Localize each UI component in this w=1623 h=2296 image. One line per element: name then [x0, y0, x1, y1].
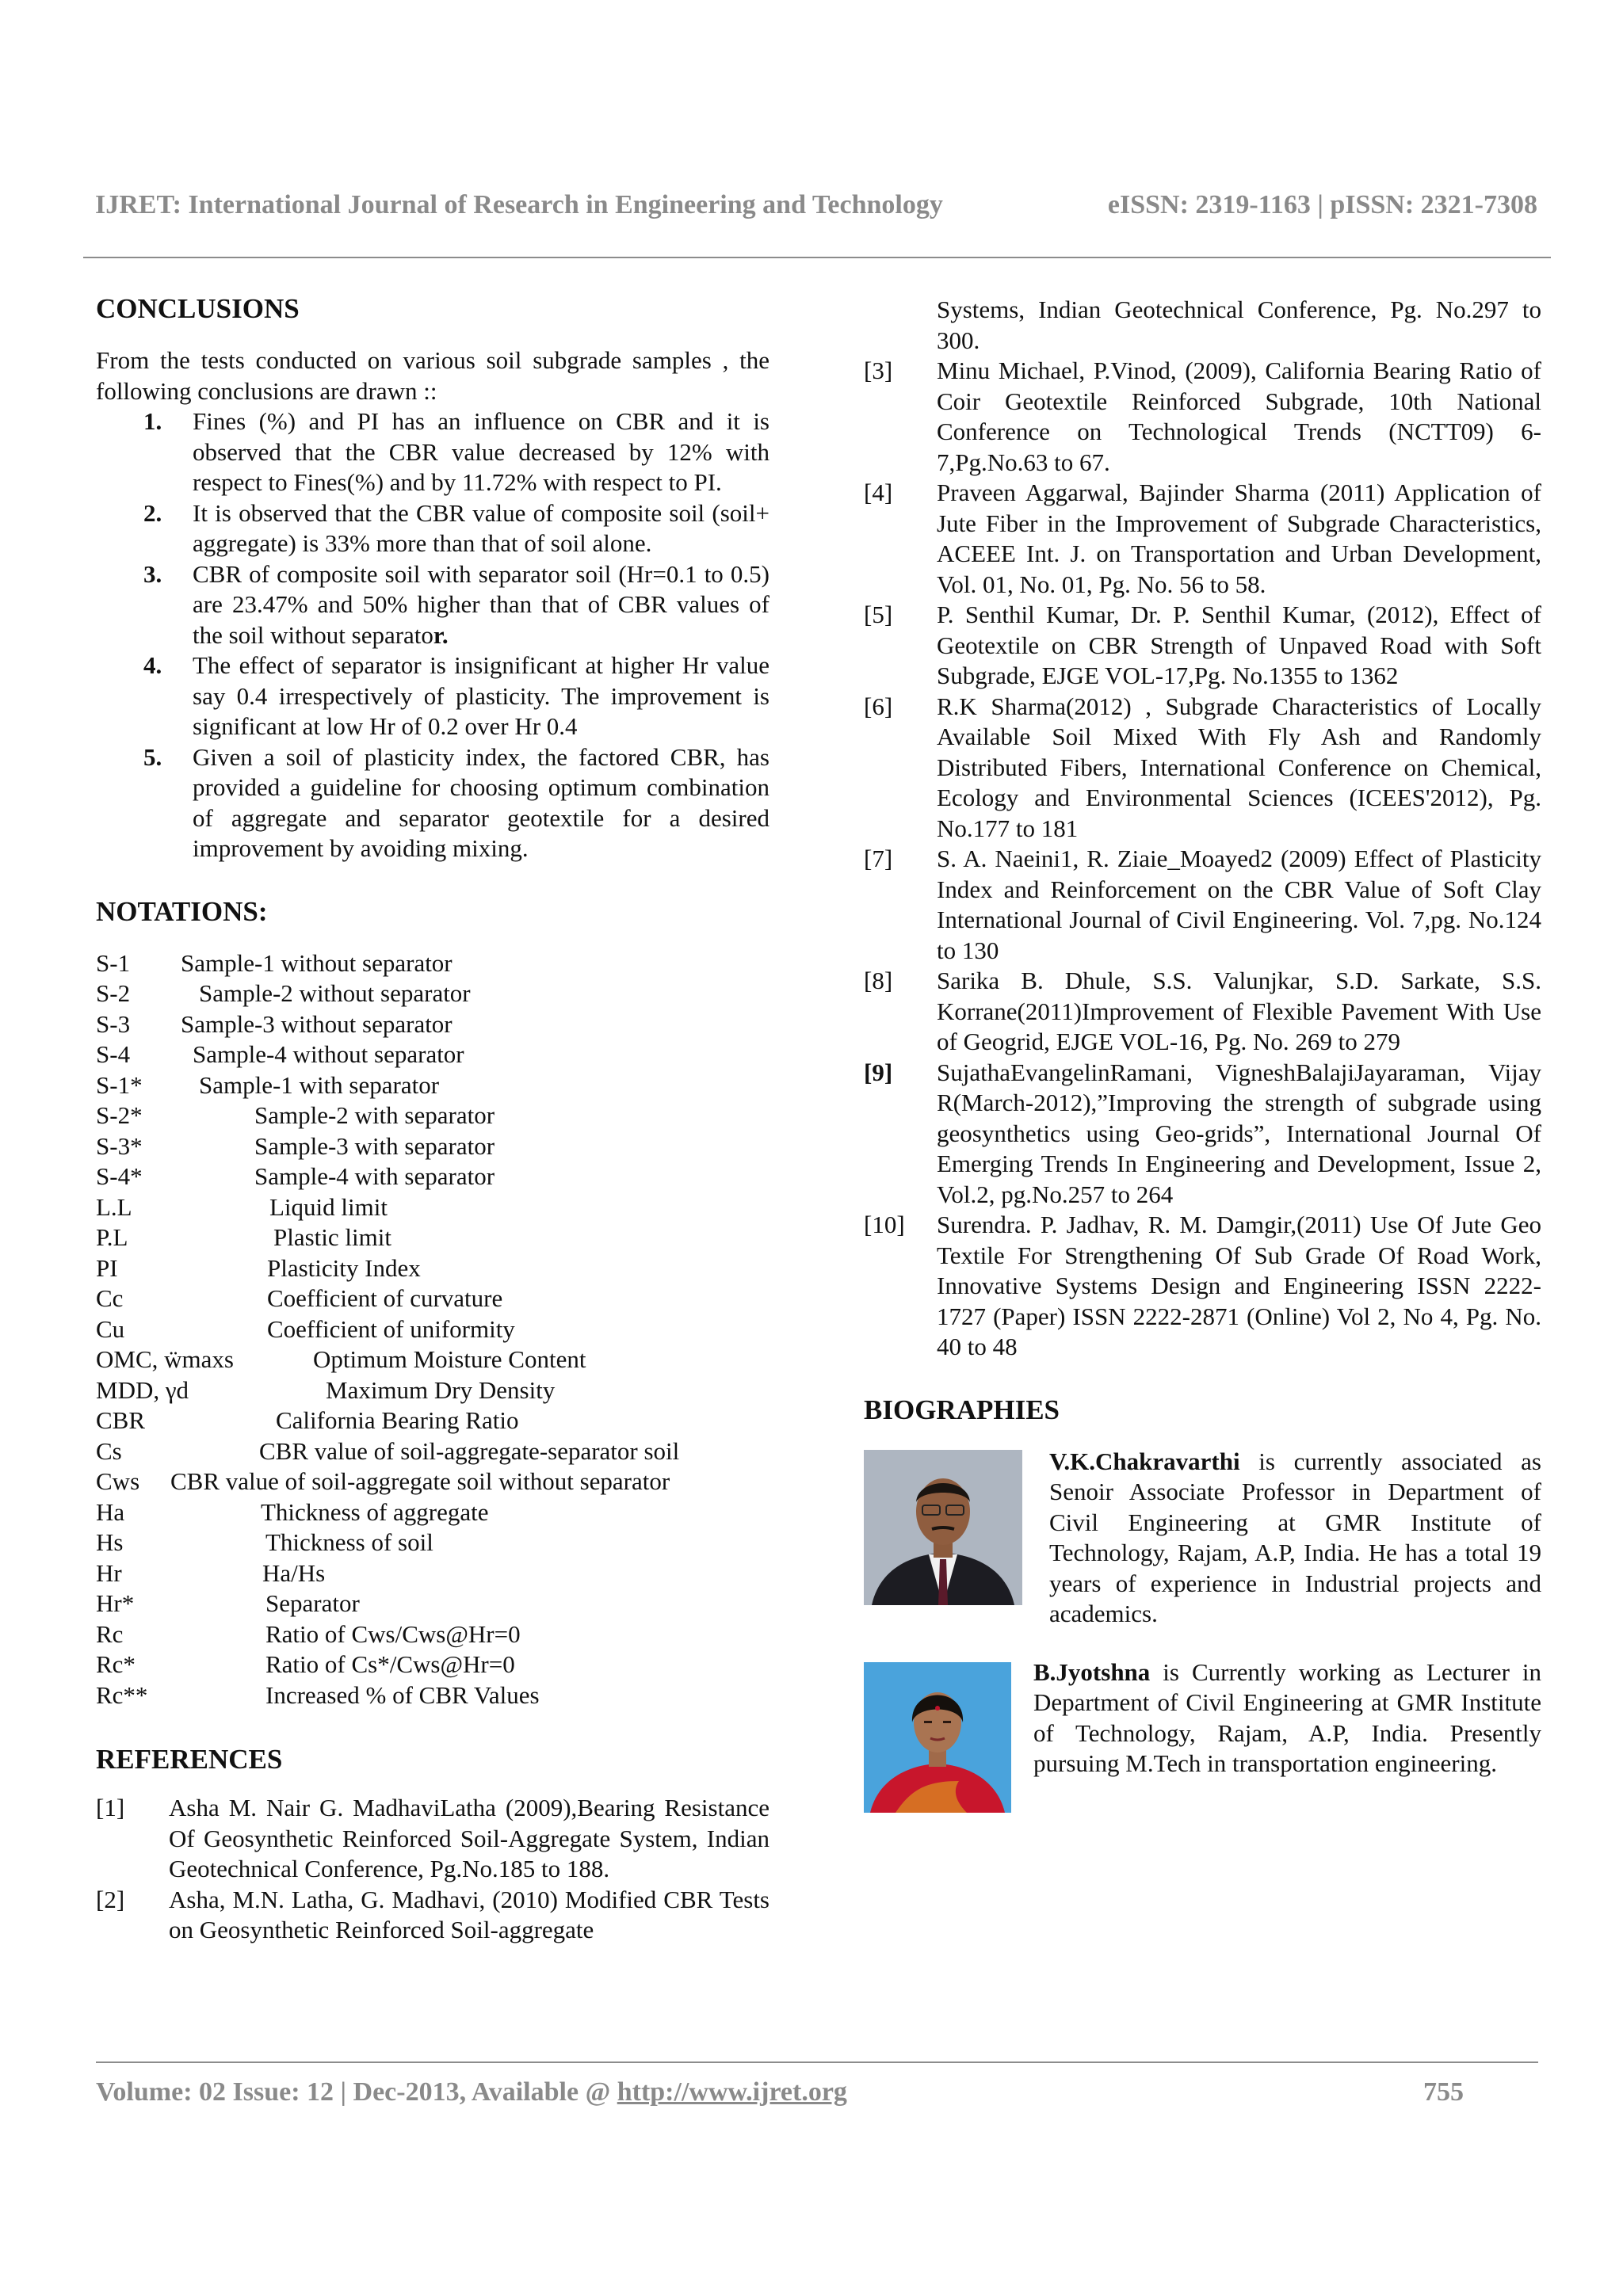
notation-row — [96, 1253, 769, 1284]
issn-text: eISSN: 2319-1163 | pISSN: 2321-7308 — [1107, 190, 1537, 219]
notation-description: Ratio of Cws/Cws@Hr=0 — [265, 1619, 521, 1648]
conclusions-intro: From the tests conducted on various soil subgrade samples , the following conclusions are drawn :: — [96, 346, 769, 405]
reference-item — [864, 692, 1541, 845]
header-rule — [83, 257, 1551, 258]
notation-row — [96, 1161, 769, 1192]
volume-info: Volume: 02 Issue: 12 | Dec-2013, Available @ — [96, 2077, 617, 2107]
reference-item — [864, 1058, 1541, 1211]
reference-text: Asha M. Nair G. MadhaviLatha (2009),Bearing Resistance Of Geosynthetic Reinforced Soil-Aggregate System, Indian Geotechnical Conference, Pg.No.185 to 188. — [169, 1794, 769, 1882]
notation-symbol: Ha — [96, 1497, 125, 1526]
notation-row — [96, 1344, 769, 1375]
conclusion-item — [96, 559, 769, 651]
notation-symbol: CBR — [96, 1406, 146, 1434]
item-number: 2. — [143, 498, 162, 527]
reference-number: [7] — [864, 845, 893, 872]
reference-item — [864, 844, 1541, 966]
notation-symbol: Cc — [96, 1284, 124, 1312]
reference-continuation: Systems, Indian Geotechnical Conference, Pg. No.297 to 300. — [937, 296, 1541, 354]
item-text: Fines (%) and PI has an influence on CBR and it is observed that the CBR value decreased by 12% with respect to Fines(%) and by 11.72% with respect to PI. — [193, 407, 769, 496]
author-photo-chakravarthi — [864, 1450, 1022, 1613]
notation-symbol: S-4* — [96, 1162, 143, 1190]
author-name: B.Jyotshna — [1033, 1657, 1151, 1686]
reference-item — [96, 1793, 769, 1885]
notation-description: Sample-4 without separator — [193, 1040, 464, 1068]
notation-description: Sample-1 with separator — [199, 1070, 440, 1099]
notation-symbol: Hr — [96, 1558, 122, 1587]
notation-row — [96, 1497, 769, 1528]
notation-description: CBR value of soil-aggregate soil without separator — [170, 1467, 670, 1495]
notation-description: Separator — [265, 1589, 360, 1617]
biographies-heading: BIOGRAPHIES — [864, 1394, 1060, 1425]
notation-row — [96, 1100, 769, 1131]
notation-row — [96, 1222, 769, 1253]
reference-item — [864, 1210, 1541, 1363]
notations-list — [96, 948, 769, 1711]
notation-row — [96, 1405, 769, 1436]
notation-symbol: PI — [96, 1253, 118, 1282]
reference-number: [5] — [864, 601, 893, 628]
notation-symbol: S-1* — [96, 1070, 143, 1099]
reference-item — [864, 356, 1541, 478]
notation-symbol: Rc* — [96, 1650, 136, 1678]
notation-description: Optimum Moisture Content — [313, 1345, 586, 1373]
notation-description: Coefficient of curvature — [267, 1284, 503, 1312]
notation-description: CBR value of soil-aggregate-separator soil — [259, 1436, 680, 1465]
notation-row — [96, 1039, 769, 1070]
reference-item — [864, 600, 1541, 692]
item-text: The effect of separator is insignificant at higher Hr value say 0.4 irrespectively of plasticity. The improvement is significant at low Hr of 0.2 over Hr 0.4 — [193, 651, 769, 740]
reference-number: [3] — [864, 357, 893, 384]
notation-description: Plasticity Index — [267, 1253, 421, 1282]
biography-1 — [864, 1447, 1541, 1630]
notation-description: Sample-3 without separator — [181, 1009, 453, 1038]
reference-number: [9] — [864, 1058, 893, 1086]
right-column — [864, 295, 1541, 1816]
reference-item — [864, 478, 1541, 600]
reference-text: Asha, M.N. Latha, G. Madhavi, (2010) Modified CBR Tests on Geosynthetic Reinforced Soil-aggregate — [169, 1885, 769, 1943]
page-number: 755 — [1423, 2077, 1464, 2107]
item-number: 4. — [143, 651, 162, 679]
notation-row — [96, 1619, 769, 1650]
notation-row — [96, 1680, 769, 1711]
reference-text: P. Senthil Kumar, Dr. P. Senthil Kumar, (2012), Effect of Geotextile on CBR Strength of Unpaved Road with Soft Subgrade, EJGE VOL-17,Pg. No.1355 to 1362 — [937, 601, 1541, 689]
notation-row — [96, 1527, 769, 1558]
conclusion-item — [96, 650, 769, 742]
notation-row — [96, 978, 769, 1009]
reference-number: [4] — [864, 479, 893, 506]
journal-title: IJRET: International Journal of Research in Engineering and Technology — [95, 190, 943, 219]
references-list-left — [96, 1793, 769, 1946]
reference-text: Minu Michael, P.Vinod, (2009), California Bearing Ratio of Coir Geotextile Reinforced Subgrade, 10th National Conference on Technological Trends (NCTT09) 6-7,Pg.No.63 to 67. — [937, 357, 1541, 476]
notation-symbol: P.L — [96, 1223, 128, 1251]
item-text-bold: r. — [433, 620, 449, 649]
notation-description: Plastic limit — [273, 1223, 391, 1251]
biography-body: is currently associated as Senoir Associate Professor in Department of Civil Engineering at GMR Institute of Technology, Rajam, A.P, India. He has a total 19 years of experience in Industrial projects and academics. — [1049, 1447, 1541, 1627]
reference-number: [1] — [96, 1794, 125, 1821]
notation-row — [96, 1009, 769, 1040]
notation-description: Maximum Dry Density — [326, 1375, 556, 1404]
notation-description: Ha/Hs — [262, 1558, 326, 1587]
author-photo-jyotshna — [864, 1662, 1011, 1821]
notation-description: Coefficient of uniformity — [267, 1314, 515, 1343]
notation-symbol: S-3 — [96, 1009, 131, 1038]
reference-text: R.K Sharma(2012) , Subgrade Characteristics of Locally Available Soil Mixed With Fly Ash and Randomly Distributed Fibers, International Conference on Chemical, Ecology and Environmental Sciences (ICEES'2012), Pg. No.177 to 181 — [937, 692, 1541, 842]
notation-symbol: Rc — [96, 1619, 124, 1648]
notation-symbol: S-1 — [96, 948, 131, 977]
journal-link[interactable]: http://www.ijret.org — [617, 2077, 847, 2107]
notation-row — [96, 948, 769, 979]
notation-description: Ratio of Cs*/Cws@Hr=0 — [265, 1650, 515, 1678]
biography-text — [1049, 1447, 1541, 1630]
conclusions-list — [96, 406, 769, 864]
notation-symbol: OMC, ẅmaxs — [96, 1345, 234, 1373]
notation-row — [96, 1436, 769, 1467]
biography-body: is Currently working as Lecturer in Department of Civil Engineering at GMR Institute of Technology, Rajam, A.P, India. Presently pursuing M.Tech in transportation engineering. — [1033, 1657, 1541, 1777]
notation-description: Sample-3 with separator — [254, 1131, 495, 1160]
biography-2 — [864, 1657, 1541, 1816]
notation-description: Sample-2 without separator — [199, 979, 471, 1007]
reference-number: [6] — [864, 692, 893, 720]
notation-row — [96, 1192, 769, 1223]
notation-row — [96, 1558, 769, 1589]
notation-symbol: S-2* — [96, 1101, 143, 1129]
left-column — [96, 292, 769, 1946]
conclusion-item — [96, 406, 769, 498]
biography-text — [1033, 1657, 1541, 1779]
conclusions-heading: CONCLUSIONS — [96, 293, 300, 324]
notation-symbol: Cu — [96, 1314, 125, 1343]
item-text: It is observed that the CBR value of composite soil (soil+ aggregate) is 33% more than that of soil alone. — [193, 498, 769, 557]
notation-description: Increased % of CBR Values — [265, 1680, 540, 1709]
author-name: V.K.Chakravarthi — [1049, 1447, 1240, 1475]
notation-description: California Bearing Ratio — [276, 1406, 519, 1434]
notation-symbol: MDD, γd — [96, 1375, 189, 1404]
notation-symbol: Hs — [96, 1528, 124, 1556]
notation-description: Liquid limit — [269, 1192, 388, 1221]
notation-symbol: Hr* — [96, 1589, 135, 1617]
notation-symbol: Rc** — [96, 1680, 148, 1709]
notation-row — [96, 1131, 769, 1162]
notations-heading: NOTATIONS: — [96, 895, 268, 927]
notation-description: Sample-1 without separator — [181, 948, 453, 977]
notation-symbol: Cws — [96, 1467, 140, 1495]
running-footer — [96, 2077, 1464, 2107]
conclusion-item — [96, 742, 769, 864]
item-number: 5. — [143, 742, 162, 771]
notation-row — [96, 1650, 769, 1680]
reference-item — [864, 966, 1541, 1058]
notation-description: Thickness of aggregate — [261, 1497, 489, 1526]
notation-row — [96, 1375, 769, 1406]
conclusion-item — [96, 498, 769, 559]
reference-number: [10] — [864, 1211, 905, 1238]
notation-row — [96, 1070, 769, 1101]
notation-description: Thickness of soil — [265, 1528, 433, 1556]
notation-symbol: L.L — [96, 1192, 132, 1221]
notation-symbol: S-3* — [96, 1131, 143, 1160]
notation-description: Sample-2 with separator — [254, 1101, 495, 1129]
reference-item — [96, 1885, 769, 1946]
reference-text: Sarika B. Dhule, S.S. Valunjkar, S.D. Sarkate, S.S. Korrane(2011)Improvement of Flexible Pavement With Use of Geogrid, EJGE VOL-16, Pg. No. 269 to 279 — [937, 967, 1541, 1055]
item-text: Given a soil of plasticity index, the factored CBR, has provided a guideline for choosing optimum combination of aggregate and separator geotextile for a desired improvement by avoiding mixing. — [193, 742, 769, 862]
notation-description: Sample-4 with separator — [254, 1162, 495, 1190]
notation-row — [96, 1589, 769, 1619]
notation-symbol: Cs — [96, 1436, 122, 1465]
item-number: 1. — [143, 407, 162, 435]
reference-number: [2] — [96, 1885, 125, 1913]
references-heading: REFERENCES — [96, 1744, 283, 1775]
notation-row — [96, 1283, 769, 1314]
item-number: 3. — [143, 559, 162, 588]
reference-text: Surendra. P. Jadhav, R. M. Damgir,(2011) Use Of Jute Geo Textile For Strengthening Of Sub Grade Of Road Work, Innovative Systems Design and Engineering ISSN 2222-1727 (Paper) ISSN 2222-2871 (Online) Vol 2, No 4, Pg. No. 40 to 48 — [937, 1211, 1541, 1360]
notation-symbol: S-2 — [96, 979, 131, 1007]
footer-rule — [96, 2061, 1538, 2063]
running-header — [95, 190, 1537, 220]
reference-number: [8] — [864, 967, 893, 994]
notation-row — [96, 1314, 769, 1345]
notation-symbol: S-4 — [96, 1040, 131, 1068]
item-text: CBR of composite soil with separator soil (Hr=0.1 to 0.5) are 23.47% and 50% higher than that of CBR values of the soil without separato — [193, 559, 769, 649]
notation-row — [96, 1466, 769, 1497]
reference-text: Praveen Aggarwal, Bajinder Sharma (2011) Application of Jute Fiber in the Improvement of Subgrade Characteristics, ACEEE Int. J. on Transportation and Urban Development, Vol. 01, No. 01, Pg. No. 56 to 58. — [937, 479, 1541, 598]
reference-text: SujathaEvangelinRamani, VigneshBalajiJayaraman, Vijay R(March-2012),”Improving the strength of subgrade using geosynthetics using Geo-grids”, International Journal Of Emerging Trends In Engineering and Development, Issue 2, Vol.2, pg.No.257 to 264 — [937, 1058, 1541, 1208]
reference-text: S. A. Naeini1, R. Ziaie_Moayed2 (2009) Effect of Plasticity Index and Reinforcement on the CBR Value of Soft Clay International Journal of Civil Engineering. Vol. 7,pg. No.124 to 130 — [937, 845, 1541, 964]
